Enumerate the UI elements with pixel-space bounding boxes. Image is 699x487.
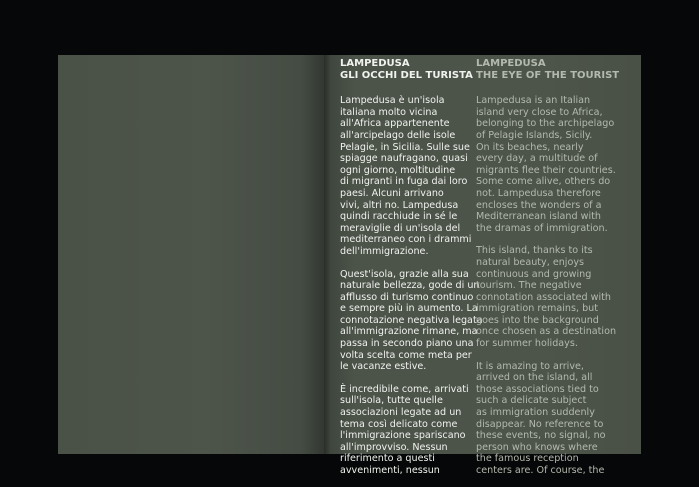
text-line: all'immigrazione rimane, ma xyxy=(340,326,478,338)
title-line: LAMPEDUSA xyxy=(340,58,410,69)
text-line: italiana molto vicina xyxy=(340,106,438,118)
text-line: volta scelta come meta per xyxy=(340,349,472,361)
text-line: passa in secondo piano una xyxy=(340,338,474,350)
text-line: every day, a multitude of xyxy=(476,153,598,165)
italian-title xyxy=(340,58,482,81)
text-line: person who knows where xyxy=(476,441,598,453)
text-line: ogni giorno, moltitudine xyxy=(340,164,456,176)
english-column xyxy=(476,58,641,477)
text-line: island very close to Africa, xyxy=(476,106,603,118)
text-line: È incredibile come, arrivati xyxy=(340,383,469,395)
text-line: It is amazing to arrive, xyxy=(476,360,584,372)
text-line: connotation associated with xyxy=(476,291,611,303)
text-line: all'arcipelago delle isole xyxy=(340,129,456,141)
text-line: Pelagie, in Sicilia. Sulle sue xyxy=(340,141,470,153)
text-line: disappear. No reference to xyxy=(476,418,604,430)
italian-paragraph-3 xyxy=(340,384,482,477)
text-line: belonging to the archipelago xyxy=(476,118,615,130)
english-paragraph-3 xyxy=(476,361,641,477)
text-line: naturale bellezza, gode di un xyxy=(340,280,480,292)
text-line: goes into the background xyxy=(476,314,599,326)
text-line: all'improvviso. Nessun xyxy=(340,441,448,453)
text-line: vivi, altri no. Lampedusa xyxy=(340,199,459,211)
text-line: Lampedusa è un'isola xyxy=(340,95,445,107)
text-line: Some come alive, others do xyxy=(476,176,611,188)
italian-paragraph-2 xyxy=(340,269,482,373)
text-line: for summer holidays. xyxy=(476,338,578,350)
text-line: those associations tied to xyxy=(476,383,599,395)
text-line: This island, thanks to its xyxy=(476,245,593,257)
english-paragraph-2 xyxy=(476,245,641,349)
text-line: the dramas of immigration. xyxy=(476,222,608,234)
right-page xyxy=(330,55,641,476)
title-line: THE EYE OF THE TOURIST xyxy=(476,69,620,81)
text-line: afflusso di turismo continuo xyxy=(340,291,474,303)
text-line: immigration remains, but xyxy=(476,303,598,315)
text-line: not. Lampedusa therefore xyxy=(476,187,601,199)
text-line: natural beauty, enjoys xyxy=(476,256,585,268)
title-line: LAMPEDUSA xyxy=(476,58,546,69)
text-line: le vacanze estive. xyxy=(340,361,427,373)
text-line: the famous reception xyxy=(476,453,579,465)
text-line: arrived on the island, all xyxy=(476,372,593,384)
text-line: On its beaches, nearly xyxy=(476,141,584,153)
text-line: l'immigrazione spariscano xyxy=(340,430,466,442)
text-line: paesi. Alcuni arrivano xyxy=(340,187,444,199)
text-line: of Pelagie Islands, Sicily. xyxy=(476,129,593,141)
text-line: all'Africa appartenente xyxy=(340,118,450,130)
text-line: once chosen as a destination xyxy=(476,326,617,338)
text-line: these events, no signal, no xyxy=(476,430,606,442)
italian-paragraph-1 xyxy=(340,95,482,257)
text-line: migrants flee their countries. xyxy=(476,164,616,176)
text-line: meraviglie di un'isola del xyxy=(340,222,461,234)
text-line: associazioni legate ad un xyxy=(340,407,462,419)
text-line: connotazione negativa legata xyxy=(340,314,483,326)
english-title xyxy=(476,58,641,81)
text-line: Quest'isola, grazie alla sua xyxy=(340,268,469,280)
text-line: spiagge naufragano, quasi xyxy=(340,153,468,165)
text-line: as immigration suddenly xyxy=(476,407,595,419)
text-line: encloses the wonders of a xyxy=(476,199,602,211)
text-line: sull'isola, tutte quelle xyxy=(340,395,443,407)
text-line: centers are. Of course, the xyxy=(476,465,605,476)
english-paragraph-1 xyxy=(476,95,641,234)
text-line: di migranti in fuga dai loro xyxy=(340,176,468,188)
text-line: mediterraneo con i drammi xyxy=(340,234,472,246)
text-line: such a delicate subject xyxy=(476,395,587,407)
title-line: GLI OCCHI DEL TURISTA xyxy=(340,69,473,81)
text-line: avvenimenti, nessun xyxy=(340,465,440,476)
text-line: Mediterranean island with xyxy=(476,211,601,223)
text-line: dell'immigrazione. xyxy=(340,245,429,257)
text-line: quindi racchiude in sé le xyxy=(340,211,458,223)
text-line: riferimento a questi xyxy=(340,453,435,465)
text-line: continuous and growing xyxy=(476,268,592,280)
text-line: tema così delicato come xyxy=(340,418,458,430)
left-page xyxy=(58,55,328,454)
italian-column xyxy=(340,58,482,477)
text-line: e sempre più in aumento. La xyxy=(340,303,478,315)
text-line: Lampedusa is an Italian xyxy=(476,95,591,107)
text-line: tourism. The negative xyxy=(476,280,582,292)
